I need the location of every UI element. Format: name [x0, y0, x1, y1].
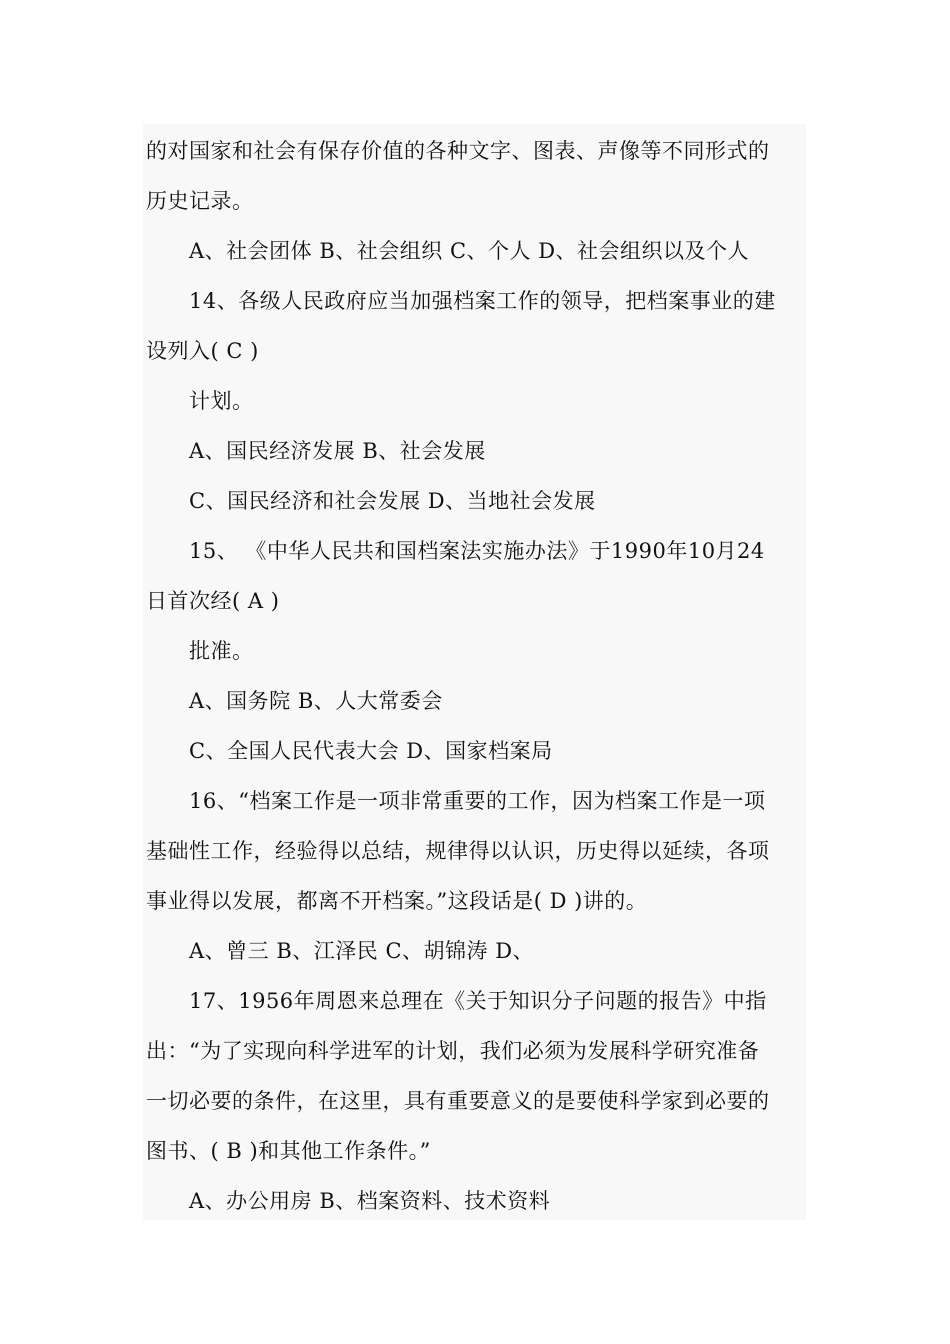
q14-stem-1: 14、各级人民政府应当加强档案工作的领导，把档案事业的建 — [189, 289, 776, 313]
q14-options-2: C、国民经济和社会发展 D、当地社会发展 — [189, 489, 596, 513]
q15-stem-2: 日首次经( A ) — [146, 589, 280, 613]
q15-options-2: C、全国人民代表大会 D、国家档案局 — [189, 739, 553, 763]
q15-stem-1: 15、 《中华人民共和国档案法实施办法》于1990年10月24 — [189, 539, 765, 563]
text-line-2: 历史记录。 — [146, 189, 254, 213]
q16-stem-1: 16、“档案工作是一项非常重要的工作，因为档案工作是一项 — [189, 789, 766, 813]
q17-stem-1: 17、1956年周恩来总理在《关于知识分子问题的报告》中指 — [189, 989, 767, 1013]
q17-stem-3: 一切必要的条件，在这里，具有重要意义的是要使科学家到必要的 — [146, 1089, 770, 1113]
q14-stem-2: 设列入( C ) — [146, 339, 259, 363]
q14-options-1: A、国民经济发展 B、社会发展 — [189, 439, 486, 463]
q17-stem-2: 出：“为了实现向科学进军的计划，我们必须为发展科学研究准备 — [146, 1039, 760, 1063]
q17-stem-4: 图书、( B )和其他工作条件。” — [146, 1139, 431, 1163]
q17-options: A、办公用房 B、档案资料、技术资料 — [189, 1189, 551, 1213]
q16-options: A、曾三 B、江泽民 C、胡锦涛 D、 — [189, 939, 535, 963]
q15-stem-3: 批准。 — [189, 639, 254, 663]
q16-stem-3: 事业得以发展，都离不开档案。”这段话是( D )讲的。 — [146, 889, 648, 913]
q13-options: A、社会团体 B、社会组织 C、个人 D、社会组织以及个人 — [189, 239, 750, 263]
q15-options-1: A、国务院 B、人大常委会 — [189, 689, 443, 713]
q16-stem-2: 基础性工作，经验得以总结，规律得以认识，历史得以延续，各项 — [146, 839, 770, 863]
text-line-1: 的对国家和社会有保存价值的各种文字、图表、声像等不同形式的 — [146, 139, 770, 163]
q14-stem-3: 计划。 — [189, 389, 254, 413]
